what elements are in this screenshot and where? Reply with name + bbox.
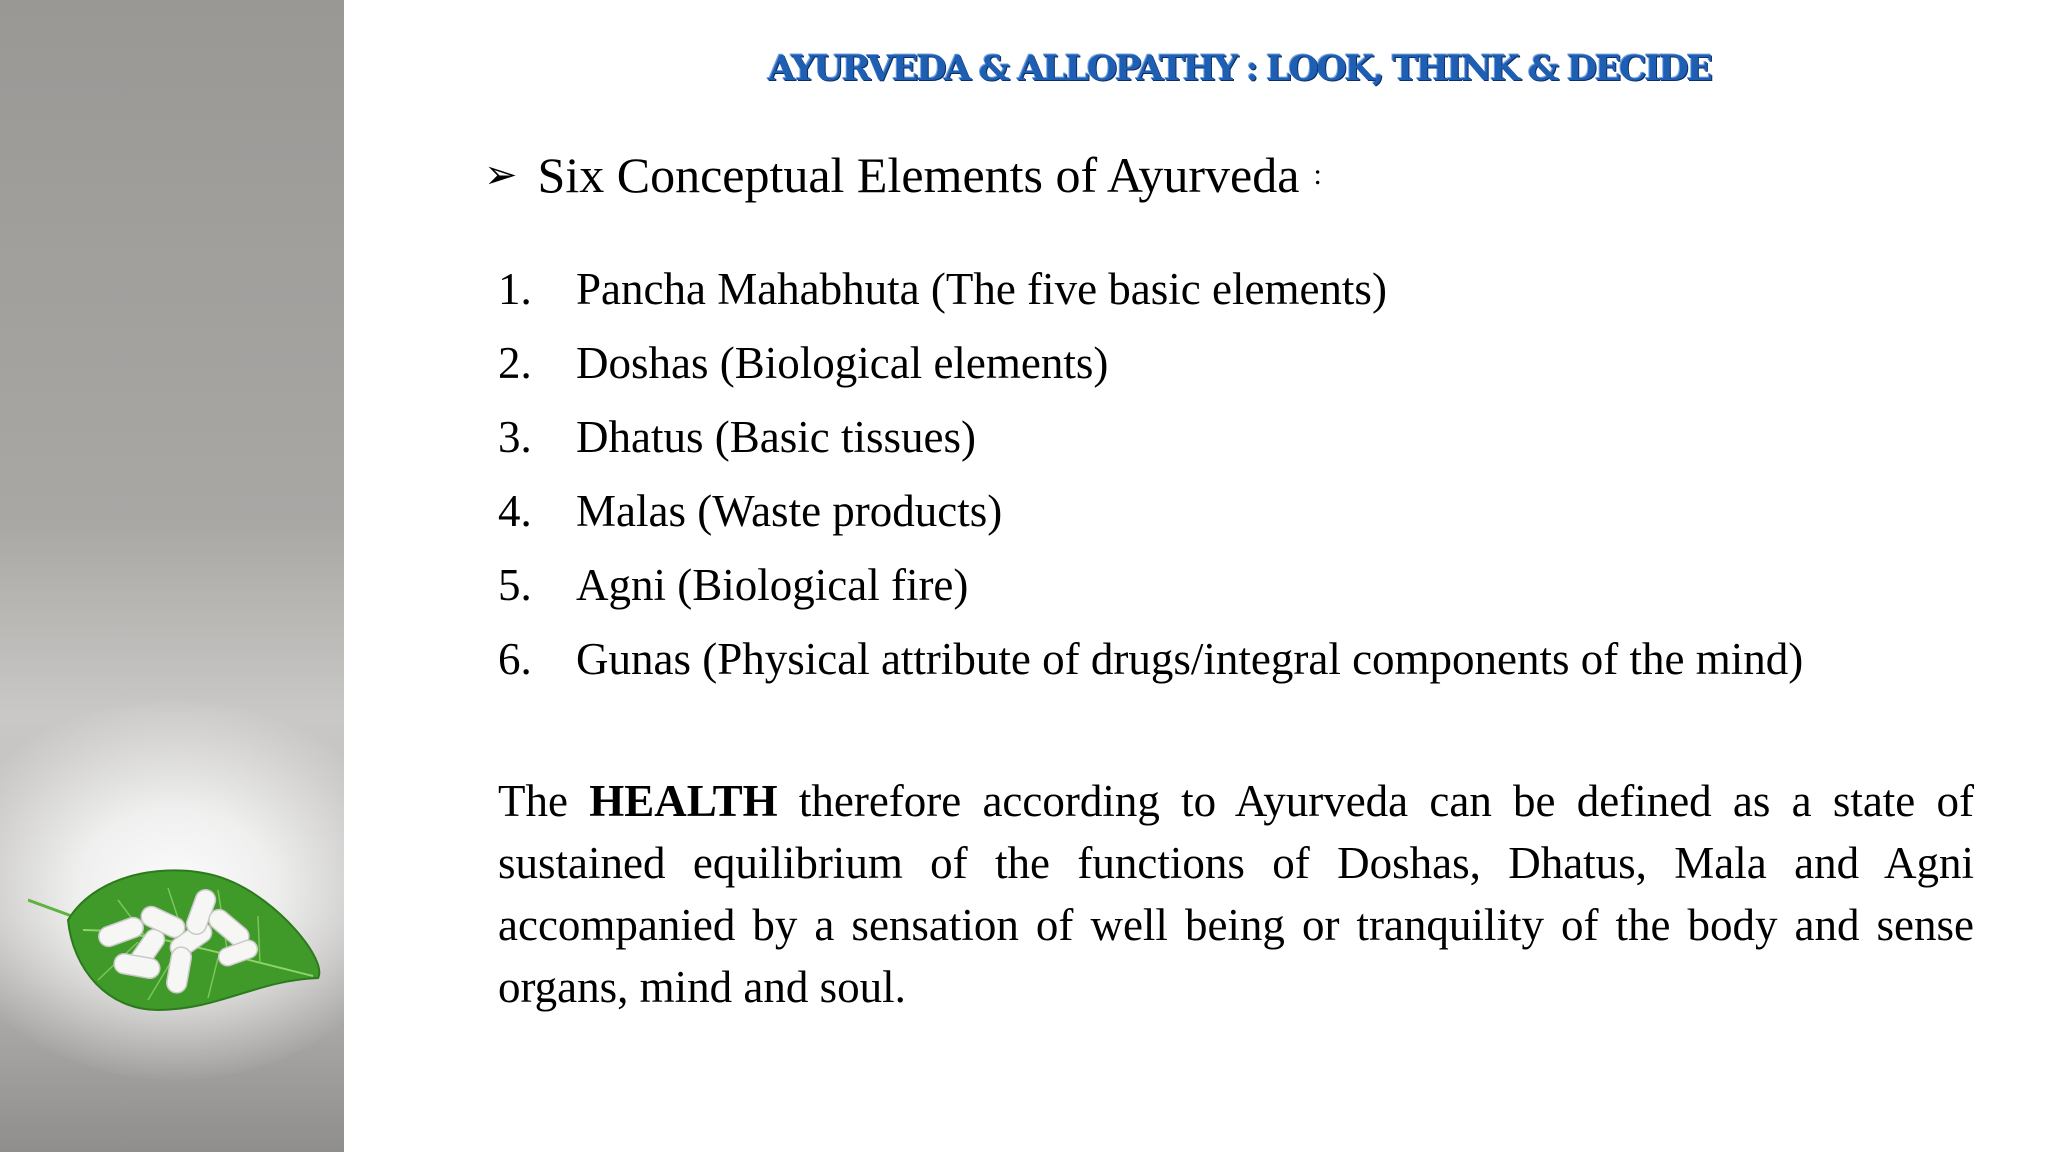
elements-list [498,252,1978,696]
list-item-number: 6. [498,634,532,684]
list-item [498,474,1978,548]
list-item-number: 4. [498,486,532,536]
list-item-number: 5. [498,560,532,610]
list-item [498,622,1978,696]
list-item-text: Pancha Mahabhuta (The five basic elements) [576,264,1387,314]
list-item-text: Gunas (Physical attribute of drugs/integral components of the mind) [576,634,1804,684]
health-definition-paragraph [498,770,1974,1018]
list-item-text: Malas (Waste products) [576,486,1003,536]
list-item [498,252,1978,326]
list-item-number: 1. [498,264,532,314]
health-definition-body: therefore according to Ayurveda can be defined as a state of sustained equilibrium of the functions of Doshas, Dhatus, Mala and Agni accompanied by a sensation of well being or tranquility of the body and sense organs, mind and soul. [498,776,1974,1012]
list-item [498,548,1978,622]
list-item [498,400,1978,474]
health-definition-prefix: The [498,776,590,826]
section-heading [484,146,1322,204]
arrow-bullet-icon: ➢ [484,152,518,198]
list-item-text: Agni (Biological fire) [576,560,969,610]
side-panel [0,0,344,1152]
slide-header-title: AYURVEDA & ALLOPATHY : LOOK, THINK & DECIDE [768,48,1711,89]
list-item-text: Dhatus (Basic tissues) [576,412,976,462]
list-item-number: 3. [498,412,532,462]
leaf-with-pills-image [28,860,328,1020]
health-keyword: HEALTH [589,776,778,826]
section-heading-text: Six Conceptual Elements of Ayurveda [537,147,1300,203]
list-item-text: Doshas (Biological elements) [576,338,1109,388]
section-heading-colon: : [1313,158,1322,191]
list-item-number: 2. [498,338,532,388]
list-item [498,326,1978,400]
